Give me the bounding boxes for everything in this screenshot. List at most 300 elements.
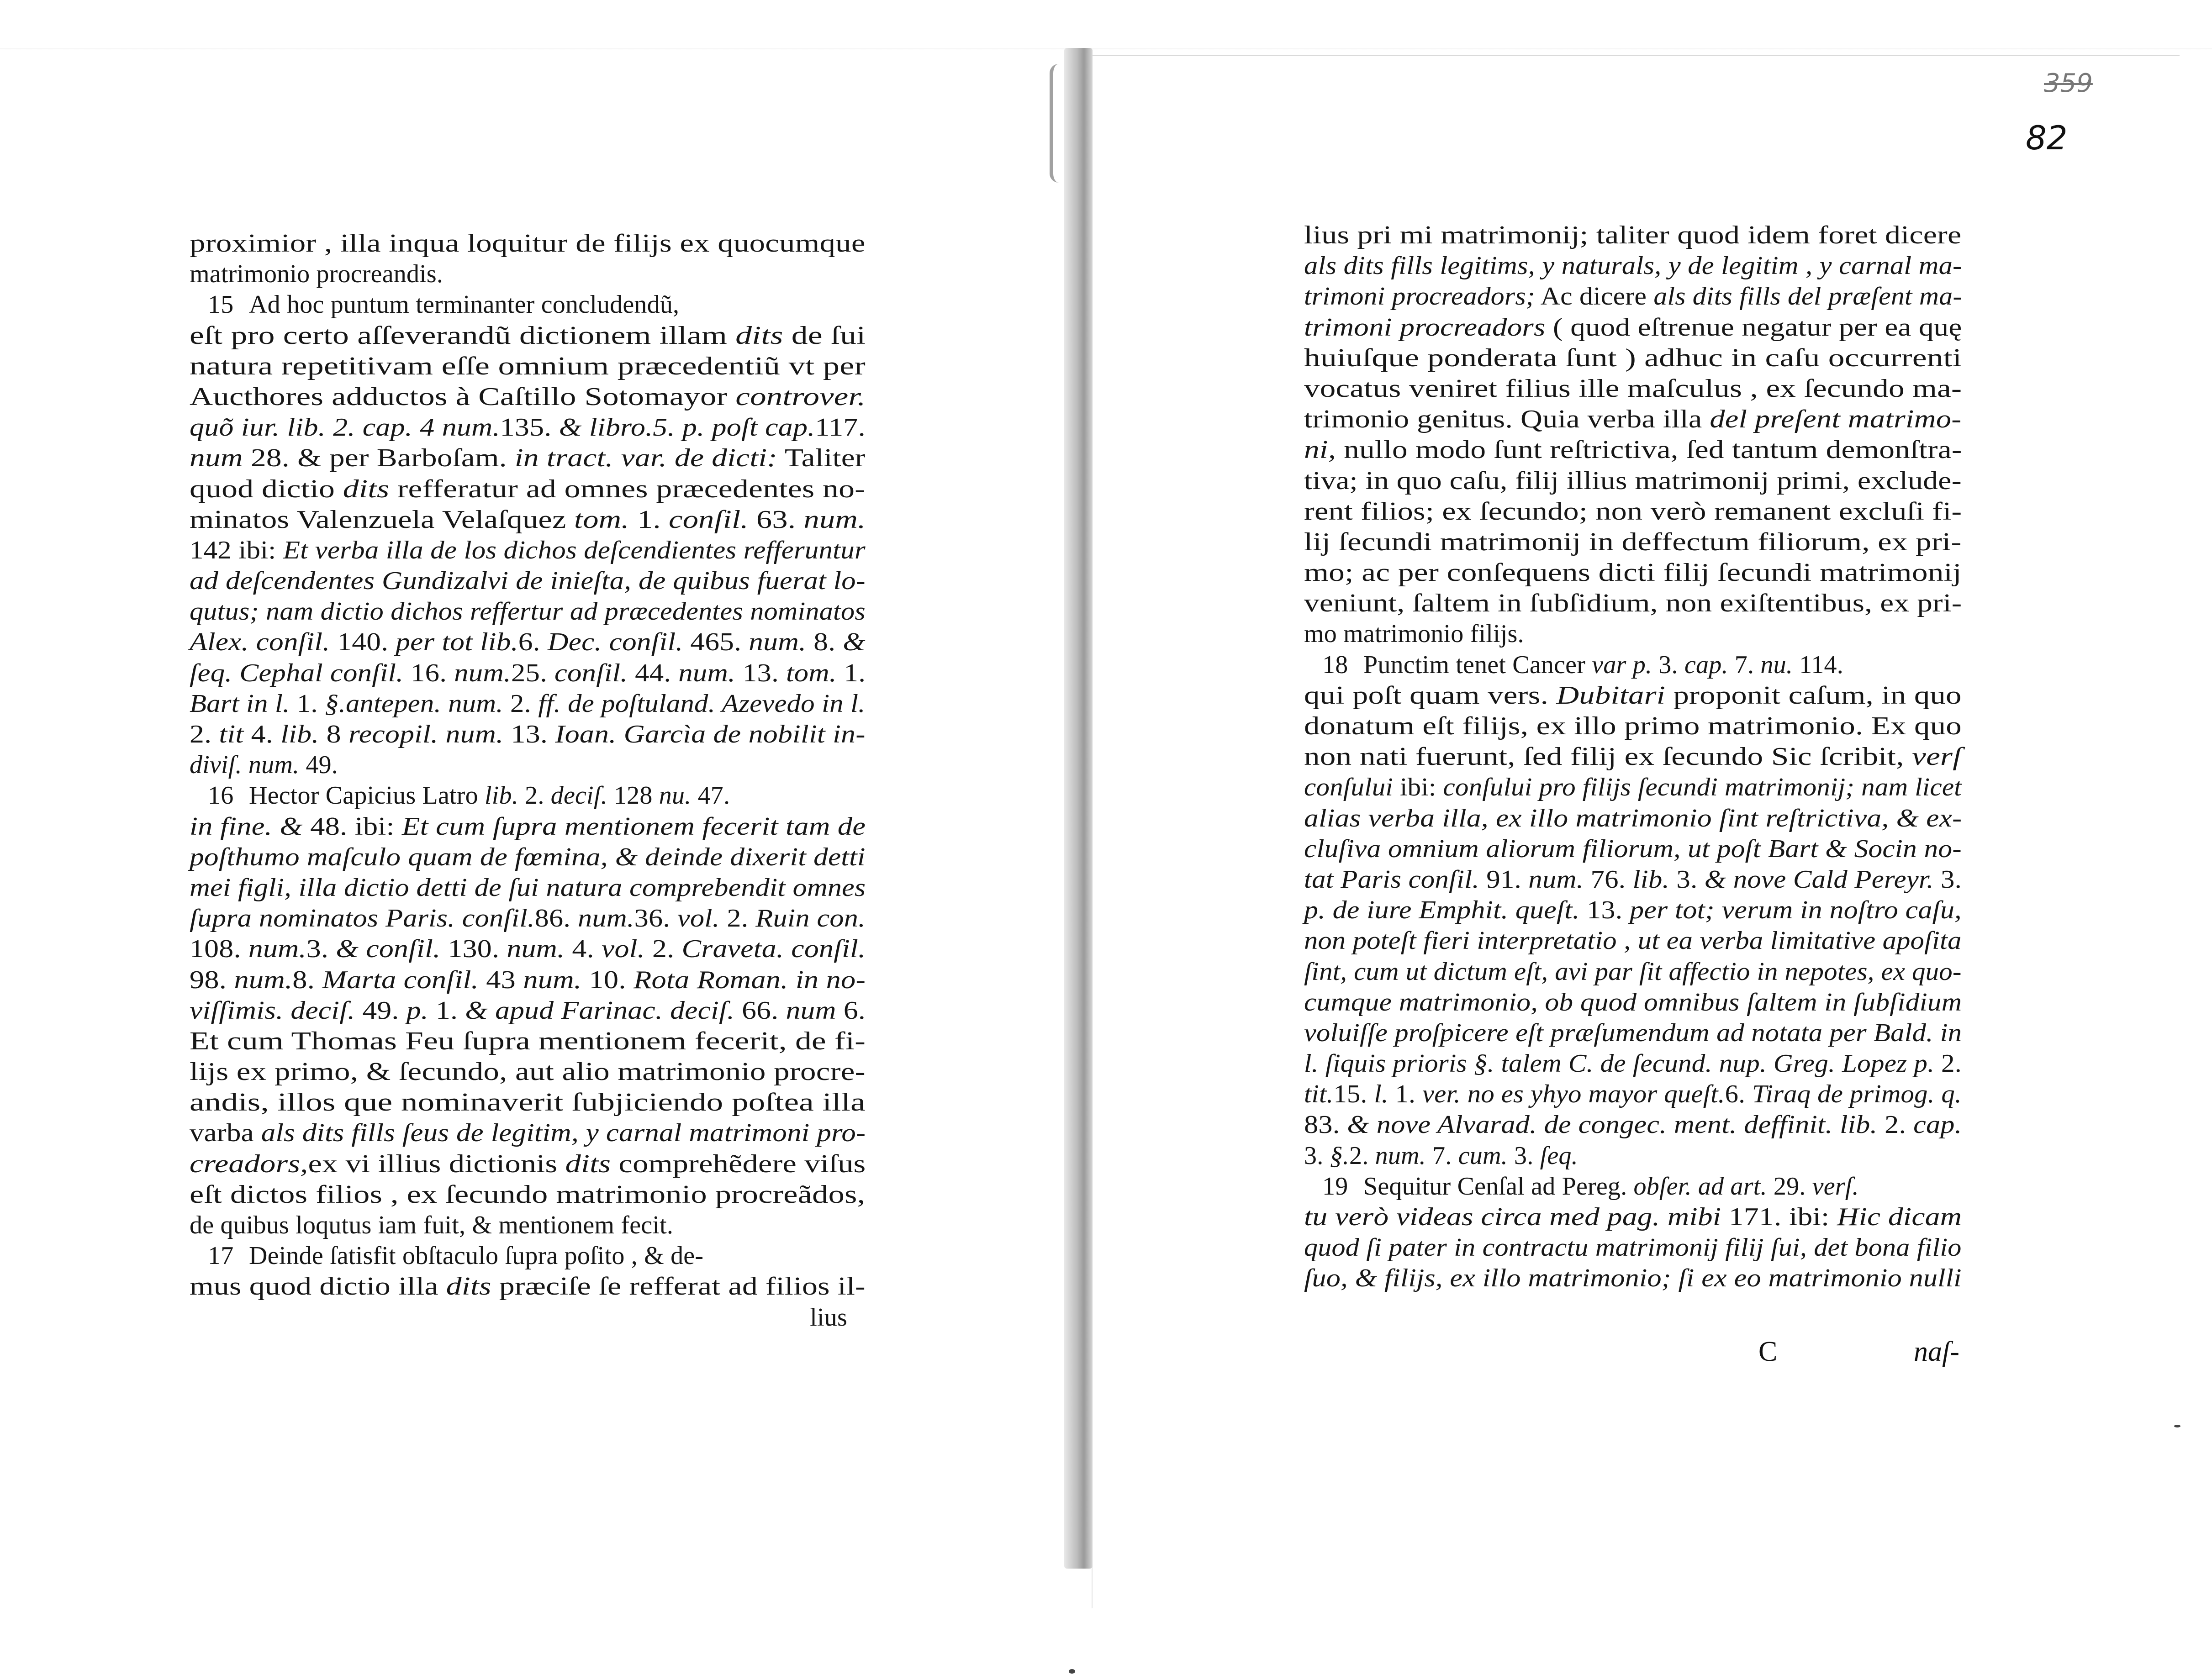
text-line xyxy=(190,351,866,382)
line-content xyxy=(190,934,866,964)
text-line xyxy=(1304,926,1962,956)
ink-speck xyxy=(1069,1669,1075,1674)
roman-text: trimonio genitus. Quia verba illa xyxy=(1304,405,1710,434)
text-line xyxy=(190,903,866,934)
line-content xyxy=(1304,1048,1962,1079)
line-content xyxy=(1304,312,1962,343)
italic-citation-text: in fine. & xyxy=(190,812,303,841)
roman-text: 142 ibi: xyxy=(190,536,283,564)
text-line xyxy=(190,750,866,780)
text-line xyxy=(1304,558,1962,588)
line-content xyxy=(249,780,730,811)
roman-text: 8. xyxy=(806,628,843,657)
paragraph-number: 19 xyxy=(1322,1172,1348,1201)
roman-text: 140. xyxy=(330,628,396,657)
text-line xyxy=(190,1057,866,1087)
line-content xyxy=(1304,374,1962,404)
text-line xyxy=(1304,957,1962,987)
italic-citation-text: ſeq. Cephal conſil. xyxy=(190,658,404,687)
text-line xyxy=(190,1241,866,1271)
roman-text: comprehẽdere viſus xyxy=(611,1149,866,1178)
line-content xyxy=(190,505,866,535)
italic-citation-text: ſuo, & filijs, ex illo matrimonio; ſi ex eo matrimonio nulli xyxy=(1304,1264,1962,1293)
line-content xyxy=(190,719,866,750)
text-line xyxy=(1304,1141,1962,1171)
folio-number: 82 xyxy=(2026,119,2068,157)
roman-text: ex vi illius dictionis xyxy=(308,1149,565,1178)
text-line xyxy=(1304,650,1962,680)
italic-citation-text: lib. xyxy=(485,781,518,810)
roman-text: 135. xyxy=(500,413,559,442)
italic-citation-text: ſupra nominatos Paris. conſil. xyxy=(190,904,535,933)
old-folio-number-struck: 359 xyxy=(2044,68,2093,98)
italic-citation-text: tom. xyxy=(574,505,629,534)
ink-speck xyxy=(2174,1425,2180,1427)
line-content xyxy=(190,903,866,934)
text-line xyxy=(190,1087,866,1118)
italic-citation-text: tit xyxy=(219,720,244,748)
text-line xyxy=(1304,251,1962,281)
italic-citation-text: Bart in l. xyxy=(190,689,290,718)
roman-text: 6. xyxy=(1725,1080,1752,1109)
roman-text: nullo modo ſunt reſtrictiva, ſed tantum demonſtra- xyxy=(1336,436,1962,464)
roman-text: 108. xyxy=(190,935,248,964)
italic-citation-text: als dits fills legitims, y naturals, y de legitim , y carnal ma- xyxy=(1304,252,1962,280)
italic-citation-text: & libro.5. p. poſt cap. xyxy=(559,413,815,442)
italic-citation-text: obſer. ad art. xyxy=(1633,1172,1767,1201)
italic-citation-text: ad deſcendentes Gundizalvi de inieſta, de quibus fuerat lo- xyxy=(190,567,866,595)
line-content xyxy=(1304,1079,1962,1110)
roman-text: 13. xyxy=(503,720,555,748)
italic-citation-text: num. xyxy=(234,965,293,994)
roman-text: 1. xyxy=(836,658,866,687)
line-content xyxy=(190,321,866,351)
roman-text: 2. xyxy=(644,935,682,964)
roman-text: 76. xyxy=(1584,865,1633,894)
italic-citation-text: mei figli, illa dictio detti de ſui natura comprebendit omnes xyxy=(190,873,866,902)
roman-text: 63. xyxy=(748,505,804,534)
line-content xyxy=(190,443,866,474)
italic-citation-text: trimoni procreadors; xyxy=(1304,282,1535,311)
line-content xyxy=(190,658,866,689)
text-line xyxy=(1304,680,1962,711)
italic-citation-text: num. xyxy=(803,505,866,534)
text-line xyxy=(1304,527,1962,558)
text-line xyxy=(1304,1079,1962,1110)
italic-citation-text: num. xyxy=(523,965,582,994)
roman-text: Aucthores adductos à Caſtillo Sotomayor xyxy=(190,382,736,411)
italic-citation-text: Hic dicam xyxy=(1837,1203,1962,1231)
text-line xyxy=(1304,343,1962,374)
roman-text: 83. xyxy=(1304,1111,1347,1139)
text-line xyxy=(1304,1018,1962,1048)
roman-text: 8. xyxy=(292,965,322,994)
italic-citation-text: del preſent matrimo- xyxy=(1710,405,1962,434)
italic-citation-text: tu verò videas circa med pag. mibi xyxy=(1304,1203,1721,1231)
text-line xyxy=(190,443,866,474)
italic-citation-text: dits xyxy=(565,1149,611,1178)
roman-text: 10. xyxy=(581,965,634,994)
text-line xyxy=(1304,834,1962,864)
paragraph-number: 16 xyxy=(208,781,234,810)
italic-citation-text: ff. de poſtuland. Azevedo in l. xyxy=(538,689,866,718)
text-line xyxy=(190,1271,866,1302)
italic-citation-text: num. xyxy=(1528,865,1584,894)
line-content xyxy=(190,811,866,842)
book-gutter xyxy=(1064,48,1093,1569)
line-content xyxy=(190,382,866,412)
italic-citation-text: cluſiva omnium aliorum filiorum, ut poſt Bart & Socin no- xyxy=(1304,834,1962,863)
italic-citation-text: poſthumo maſculo quam de fœmina, & deinde dixerit detti xyxy=(190,843,866,871)
roman-text: mo; ac per conſequens dicti filij ſecundi matrimonij xyxy=(1304,558,1962,587)
roman-text: ibi: xyxy=(1393,773,1443,802)
text-line xyxy=(190,1026,866,1057)
roman-text: eſt pro certo aſſeverandũ dictionem illam xyxy=(190,321,736,350)
roman-text: eſt dictos filios , ex ſecundo matrimonio procreãdos, xyxy=(190,1180,866,1209)
italic-citation-text: §. xyxy=(1330,1141,1350,1170)
line-content xyxy=(1304,435,1962,465)
roman-text: 28. & per Barboſam. xyxy=(243,444,515,473)
italic-citation-text: cumque matrimonio, ob quod omnibus ſaltem in ſubſidium xyxy=(1304,988,1962,1016)
italic-citation-text: §.antepen. num. xyxy=(325,689,503,718)
italic-citation-text: Et verba illa de los dichos deſcendientes refferuntur xyxy=(283,536,866,564)
line-content xyxy=(1304,527,1962,558)
line-content xyxy=(1304,619,1524,649)
roman-text: 4. xyxy=(243,720,281,748)
line-content xyxy=(190,842,866,873)
text-line xyxy=(190,1302,866,1333)
text-line xyxy=(1304,895,1962,926)
text-line xyxy=(190,382,866,412)
text-line xyxy=(1304,742,1962,772)
roman-text: Hector Capicius Latro xyxy=(249,781,485,810)
italic-citation-text: p. xyxy=(406,996,428,1025)
italic-citation-text: num xyxy=(786,996,836,1025)
italic-citation-text: conſil. xyxy=(554,658,628,687)
roman-text: 171. ibi: xyxy=(1721,1203,1837,1231)
roman-text: 4. xyxy=(565,935,602,964)
italic-citation-text: Tiraq de primog. q. xyxy=(1752,1080,1962,1109)
line-content xyxy=(1304,803,1962,834)
roman-text: varba xyxy=(190,1119,261,1148)
italic-citation-text: quõ iur. lib. 2. cap. 4 num. xyxy=(190,413,500,442)
roman-text: 98. xyxy=(190,965,234,994)
italic-citation-text: Craveta. conſil. xyxy=(681,935,866,964)
italic-citation-text: dits xyxy=(735,321,783,350)
italic-citation-text: & nove Cald Pereyr. xyxy=(1704,865,1934,894)
roman-text: 7. xyxy=(1728,650,1761,679)
roman-text: rent filios; ex ſecundo; non verò remanent excluſi fi- xyxy=(1304,497,1962,526)
line-content xyxy=(1363,650,1843,680)
roman-text: Sequitur Cenſal ad Pereg. xyxy=(1363,1172,1634,1201)
roman-text: 2. xyxy=(1877,1111,1914,1139)
roman-text: 2. xyxy=(518,781,551,810)
roman-text: 15. xyxy=(1333,1080,1374,1109)
italic-citation-text: conſil. xyxy=(669,505,749,534)
italic-citation-text: & nove Alvarad. de congec. ment. deffinit. lib. xyxy=(1347,1111,1878,1139)
line-content xyxy=(190,1087,866,1118)
text-line xyxy=(1304,435,1962,465)
italic-citation-text: lib. xyxy=(1632,865,1669,894)
roman-text: Ad hoc puntum terminanter concludendũ, xyxy=(249,290,680,319)
text-line xyxy=(190,1118,866,1148)
roman-text: proximior , illa inqua loquitur de filijs ex quocumque xyxy=(190,229,866,258)
line-content xyxy=(1304,926,1962,956)
line-content xyxy=(1304,1202,1962,1232)
line-content xyxy=(190,259,443,290)
italic-citation-text: Dec. conſil. xyxy=(547,628,683,657)
roman-text: 114. xyxy=(1793,650,1843,679)
text-line xyxy=(1304,312,1962,343)
italic-citation-text: diviſ. num. xyxy=(190,751,300,779)
italic-citation-text: Marta conſil. xyxy=(322,965,479,994)
line-content xyxy=(1304,281,1962,312)
roman-text: 3. xyxy=(1507,1141,1540,1170)
italic-citation-text: & apud Farinac. deciſ. xyxy=(465,996,735,1025)
roman-text: mo matrimonio filijs. xyxy=(1304,620,1524,648)
line-content xyxy=(810,1302,847,1333)
roman-text: natura repetitivam eſſe omnium præcedentiũ vt per xyxy=(190,352,866,380)
roman-text: 2. xyxy=(1349,1141,1375,1170)
roman-text: veniunt, ſaltem in ſubſidium, non exiſtentibus, ex pri- xyxy=(1304,589,1962,618)
roman-text: 13. xyxy=(735,658,786,687)
italic-citation-text: conſului xyxy=(1304,773,1394,802)
italic-citation-text: verſ xyxy=(1912,743,1962,771)
roman-text: 117. xyxy=(815,413,866,442)
text-line xyxy=(190,965,866,995)
roman-text: 44. xyxy=(628,658,679,687)
paragraph-number: 15 xyxy=(208,290,234,319)
italic-citation-text: ſeq. xyxy=(1540,1141,1578,1170)
signature-mark: C xyxy=(1758,1336,1778,1367)
line-content xyxy=(190,873,866,903)
italic-citation-text: l. xyxy=(1374,1080,1388,1109)
italic-citation-text: Ruin con. xyxy=(755,904,866,933)
text-line xyxy=(190,1149,866,1180)
italic-citation-text: num xyxy=(190,444,243,473)
text-line xyxy=(190,1180,866,1210)
line-content xyxy=(190,1210,673,1241)
italic-citation-text: var p. xyxy=(1592,650,1652,679)
roman-text: minatos Valenzuela Velaſquez xyxy=(190,505,574,534)
text-line xyxy=(1304,987,1962,1018)
page-top-edge xyxy=(0,48,2212,50)
italic-citation-text: cap. xyxy=(1913,1111,1962,1139)
text-line xyxy=(1304,1263,1962,1294)
line-content xyxy=(190,1271,866,1302)
roman-text: 47. xyxy=(691,781,730,810)
italic-citation-text: nu. xyxy=(659,781,692,810)
line-content xyxy=(190,412,866,443)
italic-citation-text: Ioan. Garcìa de nobilit in- xyxy=(555,720,866,748)
roman-text: 3. xyxy=(1669,865,1705,894)
text-line xyxy=(1304,404,1962,435)
roman-text: tiva; in quo caſu, filij illius matrimonij primi, exclude- xyxy=(1304,466,1962,495)
text-line xyxy=(1304,1171,1962,1202)
text-line xyxy=(190,842,866,873)
italic-citation-text: voluiſſe proſpicere eſt præſumendum ad notata per Bald. in xyxy=(1304,1018,1962,1047)
line-content xyxy=(1304,251,1962,281)
roman-text: 16. xyxy=(403,658,454,687)
line-content xyxy=(190,750,338,780)
roman-text: donatum eſt filijs, ex illo primo matrimonio. Ex quo xyxy=(1304,712,1962,740)
text-line xyxy=(1304,588,1962,619)
text-line xyxy=(1304,466,1962,496)
roman-text: ( quod eſtrenue negatur per ea quę xyxy=(1545,313,1962,342)
line-content xyxy=(190,1180,865,1210)
italic-citation-text: num. xyxy=(678,658,735,687)
roman-text: 3. xyxy=(1652,650,1684,679)
italic-citation-text: non poteſt fieri interpretatio , ut ea verba limitative apoſita xyxy=(1304,927,1962,955)
text-line xyxy=(1304,1202,1962,1232)
roman-text: 7. xyxy=(1425,1141,1458,1170)
roman-text: 91. xyxy=(1479,865,1529,894)
line-content xyxy=(1304,680,1962,711)
roman-text: 43 xyxy=(478,965,523,994)
text-line xyxy=(190,780,866,811)
roman-text: 2. xyxy=(1934,1049,1962,1078)
italic-citation-text: num. xyxy=(749,628,807,657)
line-content xyxy=(190,965,866,995)
italic-citation-text: viſſimis. deciſ. xyxy=(190,996,355,1025)
italic-citation-text: num. xyxy=(454,658,511,687)
italic-citation-text: in tract. var. de dicti: xyxy=(514,444,778,473)
roman-text: 1. xyxy=(290,689,325,718)
roman-text: Et cum Thomas Feu ſupra mentionem fecerit, de fi- xyxy=(190,1027,866,1055)
line-content xyxy=(1304,895,1962,926)
italic-citation-text: vol. xyxy=(601,935,645,964)
text-line xyxy=(190,1210,866,1241)
italic-citation-text: vol. xyxy=(677,904,720,933)
roman-text: refferatur ad omnes præcedentes no- xyxy=(389,474,866,503)
roman-text: 6. xyxy=(836,996,866,1025)
italic-citation-text: per tot; verum in noſtro caſu, xyxy=(1630,896,1962,925)
line-content xyxy=(249,1241,703,1271)
italic-citation-text: quod ſi pater in contractu matrimonij filij ſui, det bona filio xyxy=(1304,1233,1962,1262)
italic-citation-text: num. xyxy=(507,935,565,964)
roman-text: 465. xyxy=(683,628,749,657)
text-line xyxy=(1304,803,1962,834)
line-content xyxy=(1304,1141,1578,1171)
text-line xyxy=(190,934,866,964)
italic-citation-text: dits xyxy=(446,1272,491,1301)
roman-text: de quibus loqutus iam fuit, & mentionem fecit. xyxy=(190,1211,674,1239)
text-line xyxy=(190,228,866,259)
roman-text: præciſe ſe refferat ad filios il- xyxy=(491,1272,866,1301)
roman-text: 128 xyxy=(607,781,659,810)
roman-text: 2. xyxy=(503,689,538,718)
roman-text: 1. xyxy=(1388,1080,1422,1109)
left-page-text xyxy=(190,228,866,1333)
roman-text: lij ſecundi matrimonij in deffectum filiorum, ex pri- xyxy=(1304,527,1962,556)
roman-text: 3. xyxy=(306,935,336,964)
italic-citation-text: per tot lib. xyxy=(396,628,518,657)
italic-citation-text: trimoni procreadors xyxy=(1304,313,1546,342)
paragraph-number: 17 xyxy=(208,1242,234,1270)
italic-citation-text: alias verba illa, ex illo matrimonio ſint reſtrictiva, & ex- xyxy=(1304,804,1962,832)
text-line xyxy=(1304,772,1962,803)
line-content xyxy=(1304,466,1962,496)
roman-text: 1. xyxy=(629,505,669,534)
line-content xyxy=(1304,558,1962,588)
roman-text: quod dictio xyxy=(190,474,343,503)
italic-citation-text: Alex. conſil. xyxy=(190,628,330,657)
line-content xyxy=(249,290,679,320)
roman-text: huiuſque ponderata ſunt ) adhuc in caſu occurrenti xyxy=(1304,343,1962,372)
italic-citation-text: num. xyxy=(248,935,306,964)
roman-text: 6. xyxy=(518,628,548,657)
italic-citation-text: creadors, xyxy=(190,1149,308,1178)
italic-citation-text: recopil. num. xyxy=(348,720,504,748)
line-content xyxy=(190,351,866,382)
line-content xyxy=(1304,496,1962,527)
text-line xyxy=(1304,220,1962,251)
line-content xyxy=(1304,588,1962,619)
italic-citation-text: verſ. xyxy=(1812,1172,1859,1201)
line-content xyxy=(1304,772,1962,803)
italic-citation-text: cum. xyxy=(1458,1141,1508,1170)
line-content xyxy=(1304,1232,1962,1263)
italic-citation-text: dits xyxy=(343,474,390,503)
roman-text: qui poſt quam vers. xyxy=(1304,681,1557,710)
line-content xyxy=(1304,711,1962,742)
roman-text: vocatus veniret filius ille maſculus , ex ſecundo ma- xyxy=(1304,374,1962,403)
text-line xyxy=(1304,1232,1962,1263)
roman-text: 25. xyxy=(511,658,554,687)
text-line xyxy=(1304,496,1962,527)
text-line xyxy=(1304,374,1962,404)
roman-text: 2. xyxy=(719,904,756,933)
line-content xyxy=(190,535,866,566)
line-content xyxy=(190,1026,866,1057)
italic-citation-text: l. ſiquis prioris §. talem C. de ſecund. nup. Greg. Lopez p. xyxy=(1304,1049,1935,1078)
italic-citation-text: num. xyxy=(577,904,634,933)
italic-citation-text: als dits fills del præſent ma- xyxy=(1653,282,1962,311)
text-line xyxy=(190,995,866,1026)
italic-citation-text: & xyxy=(843,628,866,657)
roman-text: 49. xyxy=(299,751,338,779)
gutter-stain xyxy=(1050,64,1072,183)
italic-citation-text: & conſil. xyxy=(336,935,441,964)
roman-text: 48. ibi: xyxy=(302,812,402,841)
italic-citation-text: Rota Roman. in no- xyxy=(633,965,866,994)
text-line xyxy=(1304,864,1962,895)
text-line xyxy=(190,321,866,351)
roman-text: matrimonio procreandis. xyxy=(190,260,443,289)
text-line xyxy=(1304,1048,1962,1079)
roman-text: mus quod dictio illa xyxy=(190,1272,446,1301)
line-content xyxy=(190,627,866,658)
text-line xyxy=(190,259,866,290)
text-line xyxy=(190,627,866,658)
roman-text: 36. xyxy=(634,904,677,933)
italic-citation-text: deciſ. xyxy=(550,781,607,810)
roman-text: lijs ex primo, & ſecundo, aut alio matrimonio procre- xyxy=(190,1058,866,1086)
line-content xyxy=(1304,220,1961,251)
line-content xyxy=(1304,957,1962,987)
roman-text: non nati fuerunt, ſed filij ex ſecundo Sic ſcribit, xyxy=(1304,743,1912,771)
roman-text: 66. xyxy=(734,996,786,1025)
text-line xyxy=(190,290,866,320)
catchword: naſ- xyxy=(1914,1336,1959,1367)
italic-citation-text: ni, xyxy=(1304,436,1336,464)
text-line xyxy=(1304,711,1962,742)
text-line xyxy=(190,474,866,505)
roman-text: lius pri mi matrimonij; taliter quod idem foret dicere xyxy=(1304,221,1962,249)
roman-text: de ſui xyxy=(783,321,866,350)
italic-citation-text: Et cum ſupra mentionem fecerit tam de xyxy=(402,812,866,841)
roman-text: 49. xyxy=(355,996,407,1025)
